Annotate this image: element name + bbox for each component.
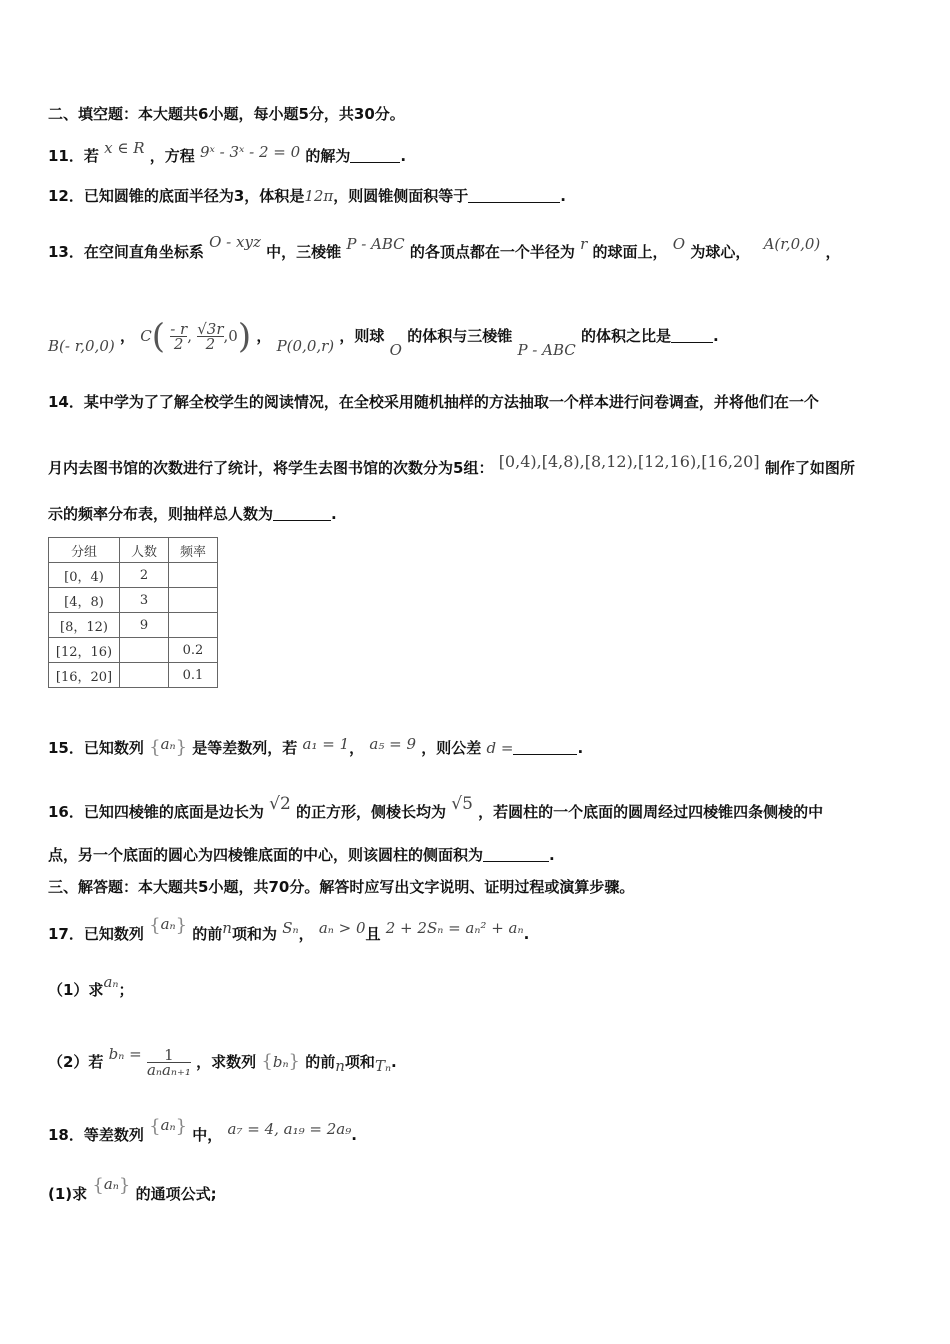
table-cell [169, 613, 218, 638]
q13-comma: ， [825, 243, 841, 261]
question-18: 18．等差数列 {aₙ} 中， a₇ = 4, a₁₉ = 2a₉. [48, 1116, 357, 1144]
table-cell [120, 663, 169, 688]
q13-sphere: O [389, 341, 402, 359]
q12-volume: 12π [304, 187, 334, 205]
question-16-line-1 [48, 794, 823, 822]
table-cell: [16，20] [49, 663, 120, 688]
q17-part2-text: （2）若 [48, 1053, 104, 1071]
q18-part1-seq: aₙ [103, 1175, 119, 1193]
q13-pyramid-2: P - ABC [517, 341, 576, 359]
q17-part2-text-d: 项和 [344, 1053, 375, 1071]
q17-sequence: aₙ [160, 915, 176, 933]
q14-intervals: [0,4),[4,8),[8,12),[12,16),[16,20] [498, 452, 760, 471]
q13-text-h: 的体积之比是 [580, 327, 671, 345]
q17-part2-bn: bₙ = [108, 1045, 142, 1063]
q14-text-a: 月内去图书馆的次数进行了统计，将学生去图书馆的次数分为5组： [48, 459, 494, 477]
q14-text-b: 制作了如图所 [764, 459, 855, 477]
question-16-line-2 [48, 845, 555, 865]
table-row [49, 588, 218, 613]
table-cell: 9 [120, 613, 169, 638]
q11-text: ，方程 [149, 147, 195, 165]
q18-text-b: 中， [192, 1126, 223, 1144]
q16-text-a: 16．已知四棱锥的底面是边长为 [48, 803, 264, 821]
q13-text-b: 中，三棱锥 [266, 243, 342, 261]
question-14-line-2 [48, 452, 855, 478]
q17-part2-n: n [335, 1057, 345, 1075]
q18-part1-text: (1)求 [48, 1185, 88, 1203]
q18-dot: . [351, 1126, 357, 1144]
q15-a5: a₅ = 9 [369, 735, 416, 753]
q13-text-f: ，则球 [339, 327, 385, 345]
question-14-line-1: 14．某中学为了了解全校学生的阅读情况，在全校采用随机抽样的方法抽取一个样本进行问卷调查，并将他们在一个 [48, 393, 819, 411]
q17-part2-seq: bₙ [272, 1053, 289, 1071]
table-row [49, 638, 218, 663]
q16-text-c: ，若圆柱的一个底面的圆周经过四棱锥四条侧棱的中 [478, 803, 824, 821]
q17-part2-tn: Tₙ [374, 1057, 392, 1075]
q17-text-c: 项和为 [231, 925, 277, 943]
q18-text-a: 18．等差数列 [48, 1126, 144, 1144]
frequency-table [48, 537, 218, 688]
table-header-row [49, 538, 218, 563]
q17-fraction: $\frac{1}{\text{aₙaₙ₊₁}}$ [146, 1046, 191, 1079]
table-row [49, 613, 218, 638]
question-12 [48, 186, 566, 206]
table-header: 频率 [169, 538, 218, 563]
question-13-line-1 [48, 232, 841, 262]
section-3-heading: 三、解答题：本大题共5小题，共70分。解答时应写出文字说明、证明过程或演算步骤。 [48, 878, 635, 896]
q15-text-b: 是等差数列，若 [192, 739, 298, 757]
q11-dot: . [400, 147, 407, 165]
q17-sum: Sₙ [282, 919, 299, 937]
table-row [49, 663, 218, 688]
question-17-part-1 [48, 972, 133, 1000]
q13-c-y-fraction: $\frac{√3r}{2}$ [197, 320, 224, 353]
answer-blank[interactable] [350, 148, 400, 163]
q13-dot: . [713, 327, 719, 345]
q16-sqrt2: √2 [269, 794, 291, 814]
q14-dot: . [331, 505, 337, 523]
q13-text-d: 的球面上， [592, 243, 668, 261]
q17-condition: aₙ > 0 [318, 919, 366, 937]
q17-part1-end: ； [118, 981, 134, 999]
table-row [49, 563, 218, 588]
q17-part2-dot: . [391, 1053, 397, 1071]
q12-text: 12．已知圆锥的底面半径为3，体积是 [48, 187, 305, 205]
q13-c-x-fraction: $\frac{- r}{2}$ [170, 320, 188, 353]
q11-text-end: 的解为 [305, 147, 351, 165]
q13-text-a: 13．在空间直角坐标系 [48, 243, 204, 261]
table-cell: 0.2 [169, 638, 218, 663]
q16-dot: . [549, 846, 555, 864]
q17-text-d: 且 [365, 925, 381, 943]
answer-blank[interactable] [468, 188, 560, 203]
question-17: 17．已知数列 {aₙ} 的前n项和为 Sₙ， aₙ > 0且 2 + 2Sₙ = aₙ² + aₙ. [48, 915, 530, 943]
q17-part2-text-b: ，求数列 [196, 1053, 257, 1071]
q12-dot: . [560, 187, 566, 205]
q15-a1: a₁ = 1 [302, 735, 350, 753]
table-cell: [4，8) [49, 588, 120, 613]
table-cell: [8，12) [49, 613, 120, 638]
q13-point-a: A(r,0,0) [763, 235, 821, 253]
table-cell: [0，4) [49, 563, 120, 588]
answer-blank[interactable] [513, 740, 577, 755]
q13-text-e: 为球心， [690, 243, 751, 261]
table-cell [169, 588, 218, 613]
q17-equation: 2 + 2Sₙ = aₙ² + aₙ [385, 919, 524, 937]
q14-text-c: 示的频率分布表，则抽样总人数为 [48, 505, 274, 523]
q15-text-c: ，则公差 [421, 739, 482, 757]
q18-sequence: aₙ [160, 1116, 176, 1134]
q15-d: d = [486, 739, 514, 757]
q16-text-b: 的正方形，侧棱长均为 [296, 803, 447, 821]
table-cell [120, 638, 169, 663]
table-cell: [12，16) [49, 638, 120, 663]
question-17-part-2: （2）若 bₙ = $\frac{1}{\text{aₙaₙ₊₁}}$ ，求数列 {bₙ} 的前n项和Tₙ. [48, 1045, 397, 1079]
q17-dot: . [523, 925, 530, 943]
q17-text-b: 的前 [192, 925, 223, 943]
q17-part2-text-c: 的前 [305, 1053, 336, 1071]
q17-part1-an: aₙ [103, 973, 119, 991]
question-18-part-1: (1)求 {aₙ} 的通项公式; [48, 1175, 217, 1203]
answer-blank[interactable] [273, 506, 331, 521]
question-11 [48, 138, 406, 166]
question-14-line-3 [48, 504, 337, 524]
q18-part1-end: 的通项公式; [135, 1185, 217, 1203]
table-header: 分组 [49, 538, 120, 563]
q13-point-c: C [140, 327, 152, 345]
q13-coord-system: O - xyz [209, 233, 261, 251]
q15-text-a: 15．已知数列 [48, 739, 144, 757]
q13-text-c: 的各顶点都在一个半径为 [409, 243, 575, 261]
table-cell [169, 563, 218, 588]
q17-n: n [222, 919, 232, 937]
table-cell: 2 [120, 563, 169, 588]
q13-point-b: B(- r,0,0) [48, 337, 115, 355]
table-cell: 0.1 [169, 663, 218, 688]
q13-text-g: 的体积与三棱锥 [407, 327, 513, 345]
q15-sequence: aₙ [160, 735, 176, 753]
q11-var: x ∈ R [104, 139, 145, 157]
question-13-line-2: B(- r,0,0) ， C( $\frac{- r}{2}$ , $\frac{√3r}{2}$ ,0) ， P(0,0,r) ，则球 O 的体积与三棱锥 P - ABC 的体积之比是 . [48, 316, 719, 359]
q17-part1-text: （1）求 [48, 981, 104, 999]
q17-text-a: 17．已知数列 [48, 925, 144, 943]
q11-equation: 9ˣ - 3ˣ - 2 = 0 [200, 143, 301, 161]
q13-center: O [672, 235, 686, 253]
q18-condition: a₇ = 4, a₁₉ = 2a₉ [227, 1120, 352, 1138]
section-2-heading: 二、填空题：本大题共6小题，每小题5分，共30分。 [48, 105, 405, 123]
q16-text-d: 点，另一个底面的圆心为四棱锥底面的中心，则该圆柱的侧面积为 [48, 846, 484, 864]
table-header: 人数 [120, 538, 169, 563]
q13-point-p: P(0,0,r) [276, 337, 335, 355]
q12-text-end: ，则圆锥侧面积等于 [333, 187, 469, 205]
question-15: 15．已知数列 {aₙ} 是等差数列，若 a₁ = 1， a₅ = 9 ，则公差 d = . [48, 735, 584, 758]
answer-blank[interactable] [483, 847, 549, 862]
table-cell: 3 [120, 588, 169, 613]
q11-number: 11．若 [48, 147, 99, 165]
q16-sqrt5: √5 [451, 794, 473, 814]
q13-pyramid: P - ABC [346, 235, 405, 253]
answer-blank[interactable] [671, 328, 713, 343]
q15-dot: . [577, 739, 584, 757]
q17-comma: ， [298, 925, 314, 943]
q15-comma: ， [349, 739, 365, 757]
q13-radius: r [580, 235, 588, 253]
